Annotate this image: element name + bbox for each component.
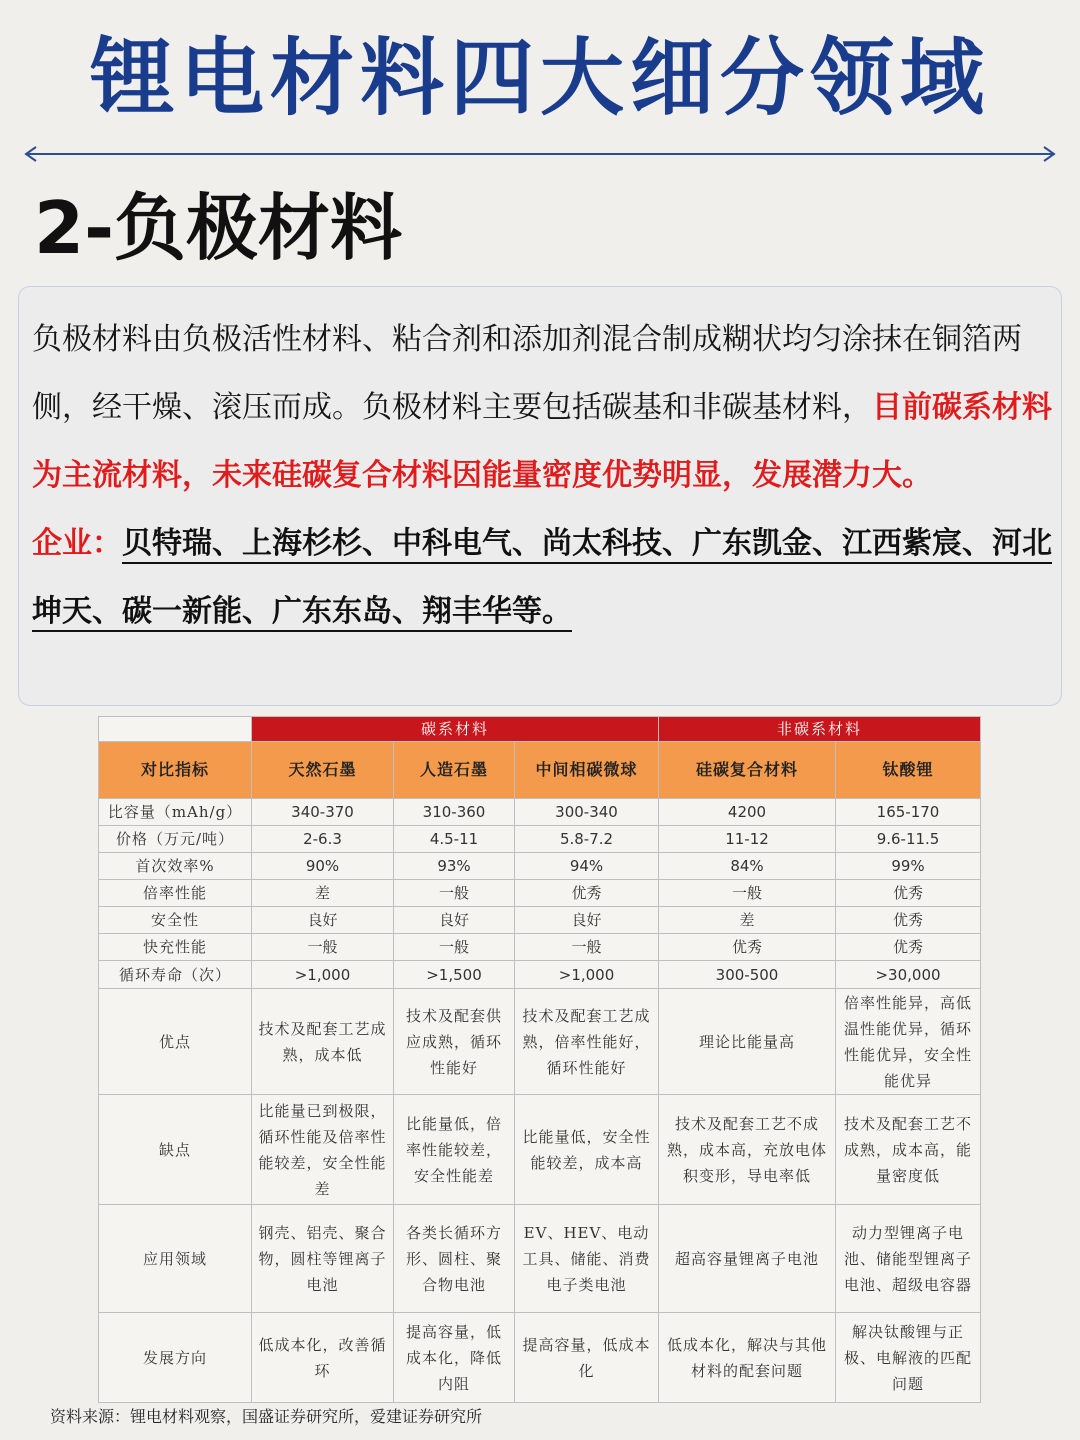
table-cell: 技术及配套工艺不成熟，成本高，能量密度低: [836, 1095, 981, 1205]
table-cell: 差: [252, 880, 394, 907]
table-row: [99, 1095, 981, 1205]
table-cell: 一般: [515, 934, 659, 961]
table-cell: >1,500: [394, 961, 515, 989]
table-cell: 提高容量，低成本化: [515, 1313, 659, 1403]
table-cell: 93%: [394, 853, 515, 880]
table-cell: 比能量低，倍率性能较差，安全性能差: [394, 1095, 515, 1205]
section-subtitle: 2-负极材料: [34, 186, 402, 270]
table-cell: 4.5-11: [394, 826, 515, 853]
table-row: [99, 1313, 981, 1403]
double-arrow-divider: [22, 144, 1058, 164]
source-note: 资料来源：锂电材料观察，国盛证券研究所，爱建证券研究所: [50, 1407, 483, 1426]
table-row: [99, 880, 981, 907]
column-header: 中间相碳微球: [515, 742, 659, 799]
company-label: 企业：: [32, 526, 122, 561]
table-cell: 300-500: [659, 961, 836, 989]
table-cell: 超高容量锂离子电池: [659, 1205, 836, 1313]
table-row: [99, 907, 981, 934]
group-header-carbon: 碳系材料: [252, 717, 659, 742]
table-cell: 340-370: [252, 799, 394, 826]
table-cell: 一般: [252, 934, 394, 961]
description-highlight: 目前碳系材料为主流材料，未来硅碳复合材料因能量密度优势明显，发展潜力大。: [32, 390, 1052, 493]
description-normal: 负极材料由负极活性材料、粘合剂和添加剂混合制成糊状均匀涂抹在铜箔两侧，经干燥、滚压而成。负极材料主要包括碳基和非碳基材料，: [32, 322, 1022, 425]
table-cell: 低成本化，改善循环: [252, 1313, 394, 1403]
row-label: 价格（万元/吨）: [99, 826, 252, 853]
table-cell: 低成本化，解决与其他材料的配套问题: [659, 1313, 836, 1403]
table-cell: 165-170: [836, 799, 981, 826]
table-cell: 解决钛酸锂与正极、电解液的匹配问题: [836, 1313, 981, 1403]
row-label: 倍率性能: [99, 880, 252, 907]
table-cell: 84%: [659, 853, 836, 880]
table-cell: 2-6.3: [252, 826, 394, 853]
table-cell: 300-340: [515, 799, 659, 826]
table-cell: 动力型锂离子电池、储能型锂离子电池、超级电容器: [836, 1205, 981, 1313]
table-cell: 技术及配套工艺成熟，成本低: [252, 989, 394, 1095]
table-cell: 94%: [515, 853, 659, 880]
table-row: [99, 934, 981, 961]
table-cell: >1,000: [252, 961, 394, 989]
column-header: 天然石墨: [252, 742, 394, 799]
table-cell: 9.6-11.5: [836, 826, 981, 853]
table-cell: 钢壳、铝壳、聚合物，圆柱等锂离子电池: [252, 1205, 394, 1313]
table-cell: EV、HEV、电动工具、储能、消费电子类电池: [515, 1205, 659, 1313]
page-title: 锂电材料四大细分领域: [89, 29, 990, 127]
comparison-table: [98, 716, 981, 1403]
table-cell: 各类长循环方形、圆柱、聚合物电池: [394, 1205, 515, 1313]
table-cell: 技术及配套工艺成熟，倍率性能好，循环性能好: [515, 989, 659, 1095]
table-cell: 5.8-7.2: [515, 826, 659, 853]
table-cell: >1,000: [515, 961, 659, 989]
column-header: 硅碳复合材料: [659, 742, 836, 799]
row-label: 发展方向: [99, 1313, 252, 1403]
table-cell: 一般: [394, 934, 515, 961]
table-row: [99, 826, 981, 853]
table-cell: 一般: [394, 880, 515, 907]
row-label: 应用领域: [99, 1205, 252, 1313]
group-header-non-carbon: 非碳系材料: [659, 717, 981, 742]
table-cell: 4200: [659, 799, 836, 826]
table-cell: 良好: [515, 907, 659, 934]
column-header: 钛酸锂: [836, 742, 981, 799]
column-header: 对比指标: [99, 742, 252, 799]
table-cell: 技术及配套工艺不成熟，成本高，充放电体积变形，导电率低: [659, 1095, 836, 1205]
comparison-table-wrap: [98, 716, 980, 1403]
table-cell: 提高容量，低成本化，降低内阻: [394, 1313, 515, 1403]
row-label: 优点: [99, 989, 252, 1095]
group-header-blank: [99, 717, 252, 742]
table-body: [99, 799, 981, 1403]
table-cell: 优秀: [515, 880, 659, 907]
table-cell: 310-360: [394, 799, 515, 826]
table-cell: 90%: [252, 853, 394, 880]
table-cell: 优秀: [836, 880, 981, 907]
table-cell: >30,000: [836, 961, 981, 989]
row-label: 快充性能: [99, 934, 252, 961]
group-header-row: [99, 717, 981, 742]
table-cell: 优秀: [836, 934, 981, 961]
row-label: 循环寿命（次）: [99, 961, 252, 989]
table-cell: 差: [659, 907, 836, 934]
row-label: 缺点: [99, 1095, 252, 1205]
table-cell: 良好: [252, 907, 394, 934]
table-cell: 良好: [394, 907, 515, 934]
table-cell: 理论比能量高: [659, 989, 836, 1095]
row-label: 比容量（mAh/g）: [99, 799, 252, 826]
table-cell: 优秀: [659, 934, 836, 961]
table-cell: 比能量已到极限，循环性能及倍率性能较差，安全性能差: [252, 1095, 394, 1205]
table-cell: 倍率性能异，高低温性能优异，循环性能优异，安全性能优异: [836, 989, 981, 1095]
row-label: 首次效率%: [99, 853, 252, 880]
table-row: [99, 961, 981, 989]
column-header-row: [99, 742, 981, 799]
table-cell: 比能量低，安全性能较差，成本高: [515, 1095, 659, 1205]
table-cell: 99%: [836, 853, 981, 880]
description-text: [32, 306, 1056, 646]
table-row: [99, 1205, 981, 1313]
table-row: [99, 799, 981, 826]
row-label: 安全性: [99, 907, 252, 934]
table-cell: 优秀: [836, 907, 981, 934]
company-list: 贝特瑞、上海杉杉、中科电气、尚太科技、广东凯金、江西紫宸、河北坤天、碳一新能、广东东岛、翔丰华等。: [32, 526, 1052, 629]
table-cell: 技术及配套供应成熟，循环性能好: [394, 989, 515, 1095]
table-row: [99, 853, 981, 880]
table-row: [99, 989, 981, 1095]
column-header: 人造石墨: [394, 742, 515, 799]
table-cell: 11-12: [659, 826, 836, 853]
table-cell: 一般: [659, 880, 836, 907]
